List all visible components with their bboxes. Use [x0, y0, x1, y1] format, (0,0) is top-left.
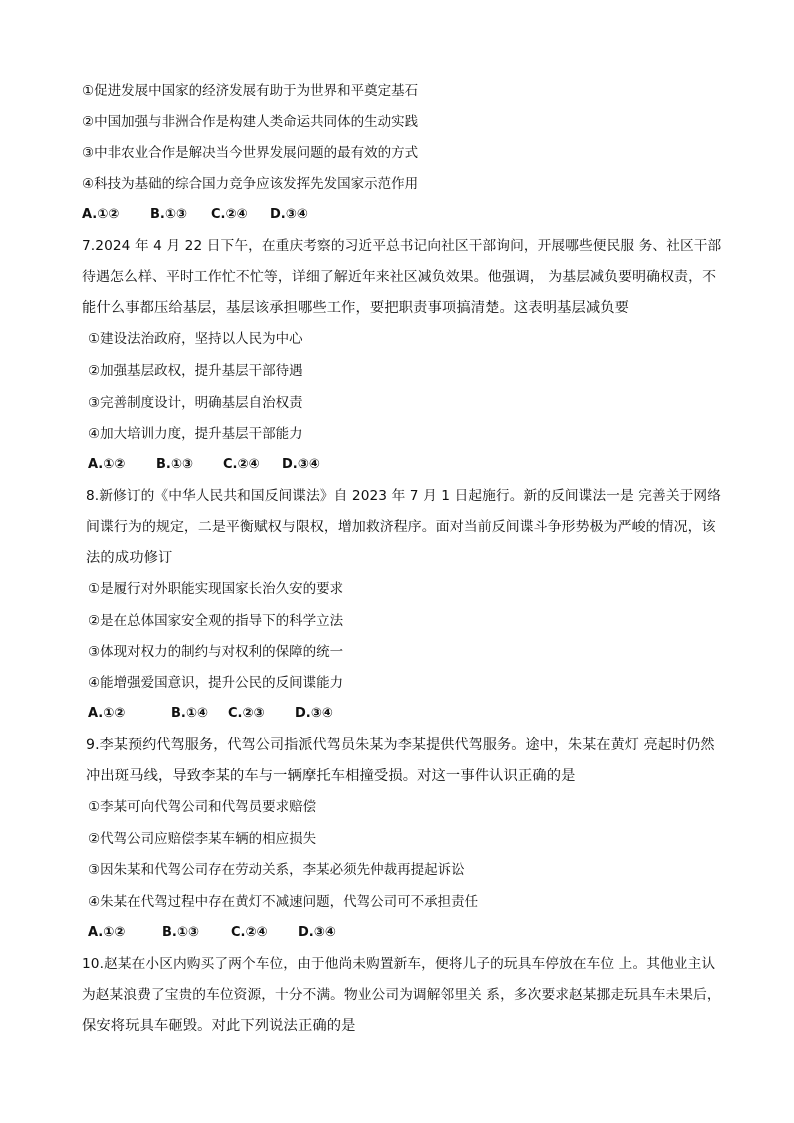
- q7-stem-line-2: 待遇怎么样、平时工作忙不忙等，详细了解近年来社区减负效果。他强调， 为基层减负要明确权责，不: [82, 269, 717, 285]
- q6-option-4: ④科技为基础的综合国力竞争应该发挥先发国家示范作用: [82, 176, 419, 192]
- q7-option-2: ②加强基层政权，提升基层干部待遇: [88, 363, 303, 379]
- q9-option-2: ②代驾公司应赔偿李某车辆的相应损失: [88, 831, 317, 847]
- q6-choices: [82, 206, 308, 224]
- q7-option-4: ④加大培训力度，提升基层干部能力: [88, 426, 303, 442]
- q6-option-2: ②中国加强与非洲合作是构建人类命运共同体的生动实践: [82, 114, 419, 130]
- q6-choice-d: D.③④: [270, 207, 308, 222]
- q10-stem-line-3: 保安将玩具车砸毁。对此下列说法正确的是: [82, 1018, 356, 1034]
- q6-choice-b: B.①③: [150, 207, 187, 222]
- q8-option-4: ④能增强爱国意识，提升公民的反间谍能力: [88, 675, 344, 691]
- q6-choice-a: A.①②: [82, 207, 120, 222]
- q7-choices: [88, 456, 320, 474]
- q8-stem-line-3: 法的成功修订: [86, 550, 173, 566]
- q9-option-1: ①李某可向代驾公司和代驾员要求赔偿: [88, 799, 317, 815]
- q10-stem-line-1: 10.赵某在小区内购买了两个车位，由于他尚未购置新车，便将儿子的玩具车停放在车位 上。其他业主认: [82, 956, 716, 972]
- q9-choice-c: C.②④: [231, 925, 268, 940]
- q8-choice-d: D.③④: [295, 706, 333, 721]
- q6-option-3: ③中非农业合作是解决当今世界发展问题的最有效的方式: [82, 145, 419, 161]
- q7-choice-b: B.①③: [156, 457, 193, 472]
- q9-stem-line-1: 9.李某预约代驾服务，代驾公司指派代驾员朱某为李某提供代驾服务。途中，朱某在黄灯 亮起时仍然: [86, 737, 715, 753]
- q9-choice-a: A.①②: [88, 925, 126, 940]
- q9-choices: [88, 924, 336, 942]
- q8-option-2: ②是在总体国家安全观的指导下的科学立法: [88, 613, 344, 629]
- q8-option-1: ①是履行对外职能实现国家长治久安的要求: [88, 581, 344, 597]
- q8-choices: [88, 705, 333, 723]
- q9-option-3: ③因朱某和代驾公司存在劳动关系，李某必须先仲裁再提起诉讼: [88, 862, 465, 878]
- q7-option-1: ①建设法治政府，坚持以人民为中心: [88, 331, 303, 347]
- q8-stem-line-2: 间谍行为的规定，二是平衡赋权与限权，增加救济程序。面对当前反间谍斗争形势极为严峻的情况，该: [86, 519, 716, 535]
- q8-stem-line-1: 8.新修订的《中华人民共和国反间谍法》自 2023 年 7 月 1 日起施行。新的反间谍法一是 完善关于网络: [86, 488, 721, 504]
- q8-option-3: ③体现对权力的制约与对权利的保障的统一: [88, 644, 344, 660]
- q7-stem-line-3: 能什么事都压给基层，基层该承担哪些工作，要把职责事项搞清楚。这表明基层减负要: [82, 300, 630, 316]
- q7-choice-d: D.③④: [282, 457, 320, 472]
- q8-choice-c: C.②③: [228, 706, 265, 721]
- q7-choice-a: A.①②: [88, 457, 126, 472]
- q10-stem-line-2: 为赵某浪费了宝贵的车位资源，十分不满。物业公司为调解邻里关 系，多次要求赵某挪走玩具车未果后，: [82, 987, 721, 1003]
- q8-choice-b: B.①④: [171, 706, 208, 721]
- q9-choice-d: D.③④: [298, 925, 336, 940]
- q7-stem-line-1: 7.2024 年 4 月 22 日下午，在重庆考察的习近平总书记向社区干部询问，开展哪些便民服 务、社区干部: [82, 238, 722, 254]
- q6-option-1: ①促进发展中国家的经济发展有助于为世界和平奠定基石: [82, 83, 419, 99]
- q9-stem-line-2: 冲出斑马线，导致李某的车与一辆摩托车相撞受损。对这一事件认识正确的是: [86, 768, 576, 784]
- q7-option-3: ③完善制度设计，明确基层自治权责: [88, 395, 303, 411]
- q9-option-4: ④朱某在代驾过程中存在黄灯不减速问题，代驾公司可不承担责任: [88, 894, 479, 910]
- q8-choice-a: A.①②: [88, 706, 126, 721]
- q9-choice-b: B.①③: [162, 925, 199, 940]
- q7-choice-c: C.②④: [223, 457, 260, 472]
- q6-choice-c: C.②④: [211, 207, 248, 222]
